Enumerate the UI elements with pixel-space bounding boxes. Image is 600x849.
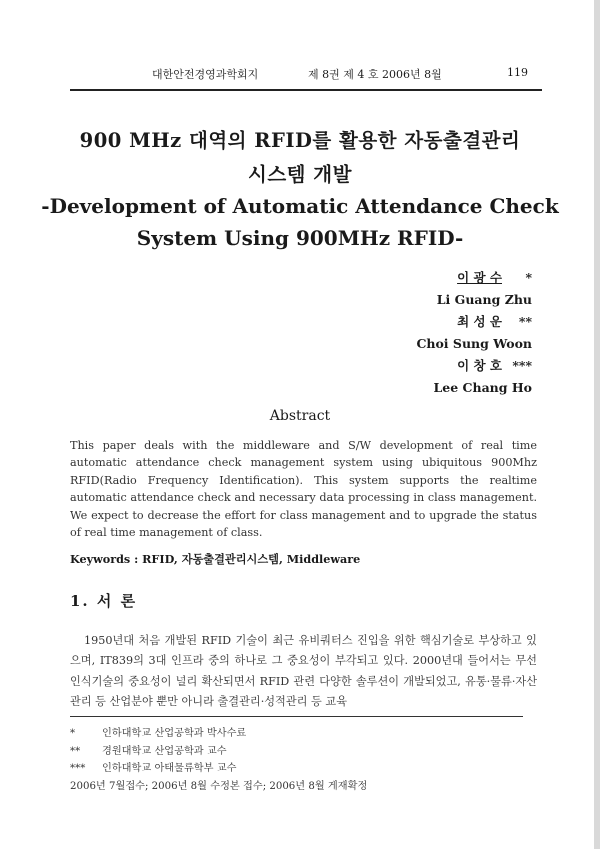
author-2-en: Choi Sung Woon [416,336,532,351]
author-1-en: Li Guang Zhu [436,292,532,307]
korean-title-line-2: 시스템 개발 [248,163,352,186]
submission-dates: 2006년 7월접수; 2006년 8월 수정본 접수; 2006년 8월 게재확정 [70,780,368,792]
abstract-text: This paper deals with the middleware and S/W development of real time automatic attendance check management system using ubiquitous 900Mhz RFID(Radio Frequency Identification). This system supports the realtime automatic attendance check and necessary data processing in class management. We expect to decrease the effort for class management and to upgrade the status of real time management of class. [70,439,537,540]
volume-info: 제 8권 제 4 호 2006년 8월 [308,68,442,81]
page-number: 119 [507,66,528,79]
author-2-ko: 최 성 운 ** [457,314,532,329]
author-1-ko: 이 광 수 * [457,270,532,285]
section-heading: 1. 서 론 [70,592,138,610]
abstract-heading: Abstract [269,408,331,424]
author-block [416,267,532,399]
footnote-divider [70,716,523,717]
journal-name: 대한안전경영과학회지 [152,68,259,81]
keywords: Keywords : RFID, 자동출결관리시스템, Middleware [70,552,361,566]
footnotes [70,725,367,795]
english-title-line-1: -Development of Automatic Attendance Check [41,194,559,218]
footnote-1: * 인하대학교 산업공학과 박사수료 [70,728,247,739]
english-title [0,190,600,254]
header-divider [70,89,542,91]
running-header [70,66,528,86]
author-3-ko: 이 창 호 *** [457,358,532,373]
korean-title [0,124,600,192]
footnote-2: ** 경원대학교 산업공학과 교수 [70,745,227,757]
footnote-3: *** 인하대학교 아태물류학부 교수 [70,763,237,774]
section-body-text: 1950년대 처음 개발된 RFID 기술이 최근 유비쿼터스 진입을 위한 핵심기술로 부상하고 있으며, IT839의 3대 인프라 중의 하나로 그 중요성이 부각되고 있다. 2000년대 들어서는 무선 인식기술의 중요성이 널리 확산되면서 RFID 관련 다양한 솔루션이 개발되었고, 유통·물류·자산관리 등 산업분야 뿐만 아니라 출결관리·성적관리 등 교육 [70,634,537,708]
english-title-line-2: System Using 900MHz RFID- [136,226,464,250]
korean-title-line-1: 900 MHz 대역의 RFID를 활용한 자동출결관리 [79,129,521,152]
author-3-en: Lee Chang Ho [433,380,532,395]
